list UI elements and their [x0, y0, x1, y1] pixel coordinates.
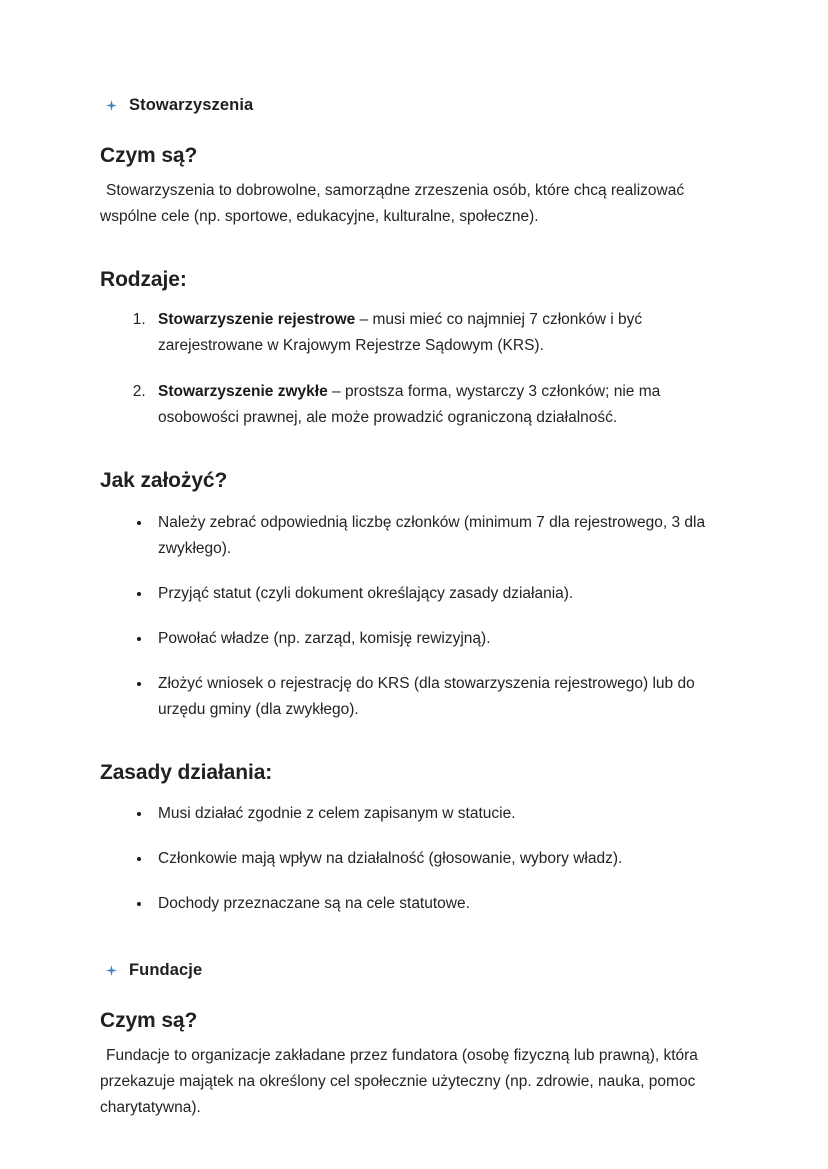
bullet-list-zasady-dzialania	[100, 800, 742, 917]
list-item: • Powołać władze (np. zarząd, komisję rewizyjną).	[152, 625, 742, 652]
heading-jak-zalozyc: Jak założyć?	[100, 469, 228, 493]
list-item: • Należy zebrać odpowiednią liczbę członków (minimum 7 dla rejestrowego, 3 dla zwykłego).	[152, 509, 742, 562]
list-item-term: Stowarzyszenie zwykłe	[158, 383, 328, 401]
list-item: • Przyjąć statut (czyli dokument określający zasady działania).	[152, 580, 742, 607]
list-item	[150, 379, 742, 431]
list-item: • Dochody przeznaczane są na cele statutowe.	[152, 890, 742, 917]
list-item-text: – musi mieć co najmniej 7 członków i być zarejestrowane w Krajowym Rejestrze Sądowym (KRS).	[158, 311, 643, 355]
section-label-fundacje	[106, 961, 742, 981]
section-label-text: Stowarzyszenia	[129, 96, 254, 114]
list-item: • Złożyć wniosek o rejestrację do KRS (dla stowarzyszenia rejestrowego) lub do urzędu gminy (dla zwykłego).	[152, 670, 742, 723]
paragraph-czym-sa-fundacje: Fundacje to organizacje zakładane przez fundatora (osobę fizyczną lub prawną), która przekazuje majątek na określony cel społecznie użyteczny (np. zdrowie, nauka, pomoc charytatywna).	[100, 1047, 698, 1117]
paragraph-czym-sa-stowarzyszenia: Stowarzyszenia to dobrowolne, samorządne zrzeszenia osób, które chcą realizować wspólne cele (np. sportowe, edukacyjne, kulturalne, społeczne).	[100, 182, 685, 226]
list-item-text: – prostsza forma, wystarczy 3 członków; nie ma osobowości prawnej, ale może prowadzić ograniczoną działalność.	[158, 383, 661, 427]
ordered-list-rodzaje	[100, 307, 742, 431]
list-item	[150, 307, 742, 359]
list-item-term: Stowarzyszenie rejestrowe	[158, 311, 356, 329]
heading-czym-sa-fundacje: Czym są?	[100, 1008, 198, 1032]
heading-zasady-dzialania: Zasady działania:	[100, 760, 273, 784]
bullet-list-jak-zalozyc	[100, 509, 742, 723]
section-label-stowarzyszenia	[106, 96, 742, 116]
blue-diamond-icon	[106, 965, 117, 976]
blue-diamond-icon	[106, 100, 117, 111]
section-label-text: Fundacje	[129, 960, 203, 979]
heading-czym-sa-stowarzyszenia: Czym są?	[100, 143, 198, 167]
heading-rodzaje: Rodzaje:	[100, 268, 187, 292]
list-item: • Członkowie mają wpływ na działalność (głosowanie, wybory władz).	[152, 845, 742, 872]
list-item: • Musi działać zgodnie z celem zapisanym w statucie.	[152, 800, 742, 827]
